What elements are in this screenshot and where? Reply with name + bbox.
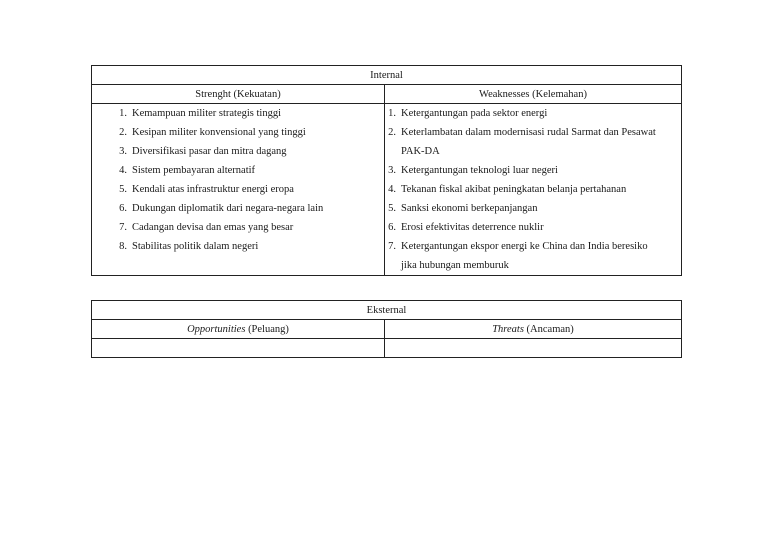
strength-item [92, 199, 384, 218]
weakness-cell [385, 104, 682, 276]
list-item-number [385, 256, 398, 275]
list-item-number: 2. [119, 127, 127, 138]
strength-item [92, 123, 384, 142]
list-item-number: 4. [119, 165, 127, 176]
list-item-number [385, 142, 398, 161]
list-item-text: Ketergantungan pada sektor energi [401, 108, 548, 119]
weakness-header: Weaknesses (Kelemahan) [385, 85, 682, 104]
opportunities-cell [92, 339, 385, 358]
list-item-text: Sistem pembayaran alternatif [132, 165, 256, 176]
weakness-item [385, 161, 681, 180]
list-item-number: 6. [388, 222, 396, 233]
weakness-item [385, 218, 681, 237]
strength-header: Strenght (Kekuatan) [92, 85, 385, 104]
threats-suffix: (Ancaman) [523, 323, 574, 335]
external-title: Eksternal [92, 301, 682, 320]
threats-cell [385, 339, 682, 358]
weakness-item [385, 199, 681, 218]
list-item-text: PAK-DA [401, 146, 440, 157]
list-item-number: 5. [119, 184, 127, 195]
weakness-item [385, 256, 681, 275]
list-item-number: 3. [119, 146, 127, 157]
list-item-text: Kemampuan militer strategis tinggi [132, 108, 282, 119]
threats-header [385, 320, 682, 339]
opportunities-suffix: (Peluang) [245, 323, 289, 335]
list-item-number: 8. [119, 241, 127, 252]
weakness-item [385, 104, 681, 123]
external-swot-table [91, 300, 682, 358]
internal-title: Internal [92, 66, 682, 85]
list-item-text: jika hubungan memburuk [401, 260, 509, 271]
strength-item [92, 218, 384, 237]
list-item-number: 7. [119, 222, 127, 233]
list-item-text: Dukungan diplomatik dari negara-negara lain [132, 203, 324, 214]
list-item-number: 3. [388, 165, 396, 176]
weakness-item [385, 123, 681, 142]
weakness-item [385, 142, 681, 161]
list-item-text: Cadangan devisa dan emas yang besar [132, 222, 294, 233]
weakness-list [385, 104, 681, 275]
list-item-text: Tekanan fiskal akibat peningkatan belanja pertahanan [401, 184, 627, 195]
list-item-text: Stabilitas politik dalam negeri [132, 241, 259, 252]
list-item-number: 1. [388, 108, 396, 119]
opportunities-header [92, 320, 385, 339]
list-item-text: Kendali atas infrastruktur energi eropa [132, 184, 294, 195]
strength-cell [92, 104, 385, 276]
weakness-item [385, 180, 681, 199]
list-item-text: Ketergantungan teknologi luar negeri [401, 165, 558, 176]
list-item-text: Diversifikasi pasar dan mitra dagang [132, 146, 287, 157]
strength-item [92, 237, 384, 256]
strength-item [92, 104, 384, 123]
weakness-item [385, 237, 681, 256]
list-item-text: Ketergantungan ekspor energi ke China dan India beresiko [401, 241, 648, 252]
list-item-number: 6. [119, 203, 127, 214]
list-item-number: 7. [388, 241, 396, 252]
strength-item [92, 180, 384, 199]
list-item-text: Erosi efektivitas deterrence nuklir [401, 222, 544, 233]
strength-item [92, 142, 384, 161]
list-item-number: 4. [388, 184, 396, 195]
opportunities-label: Opportunities [187, 323, 246, 335]
strength-item [92, 161, 384, 180]
internal-swot-table [91, 65, 682, 276]
threats-label: Threats [492, 323, 524, 335]
list-item-text: Sanksi ekonomi berkepanjangan [401, 203, 538, 214]
list-item-text: Kesipan militer konvensional yang tinggi [132, 127, 306, 138]
list-item-text: Keterlambatan dalam modernisasi rudal Sarmat dan Pesawat [401, 127, 656, 138]
strength-list [92, 104, 384, 256]
list-item-number: 1. [119, 108, 127, 119]
list-item-number: 2. [388, 127, 396, 138]
list-item-number: 5. [388, 203, 396, 214]
